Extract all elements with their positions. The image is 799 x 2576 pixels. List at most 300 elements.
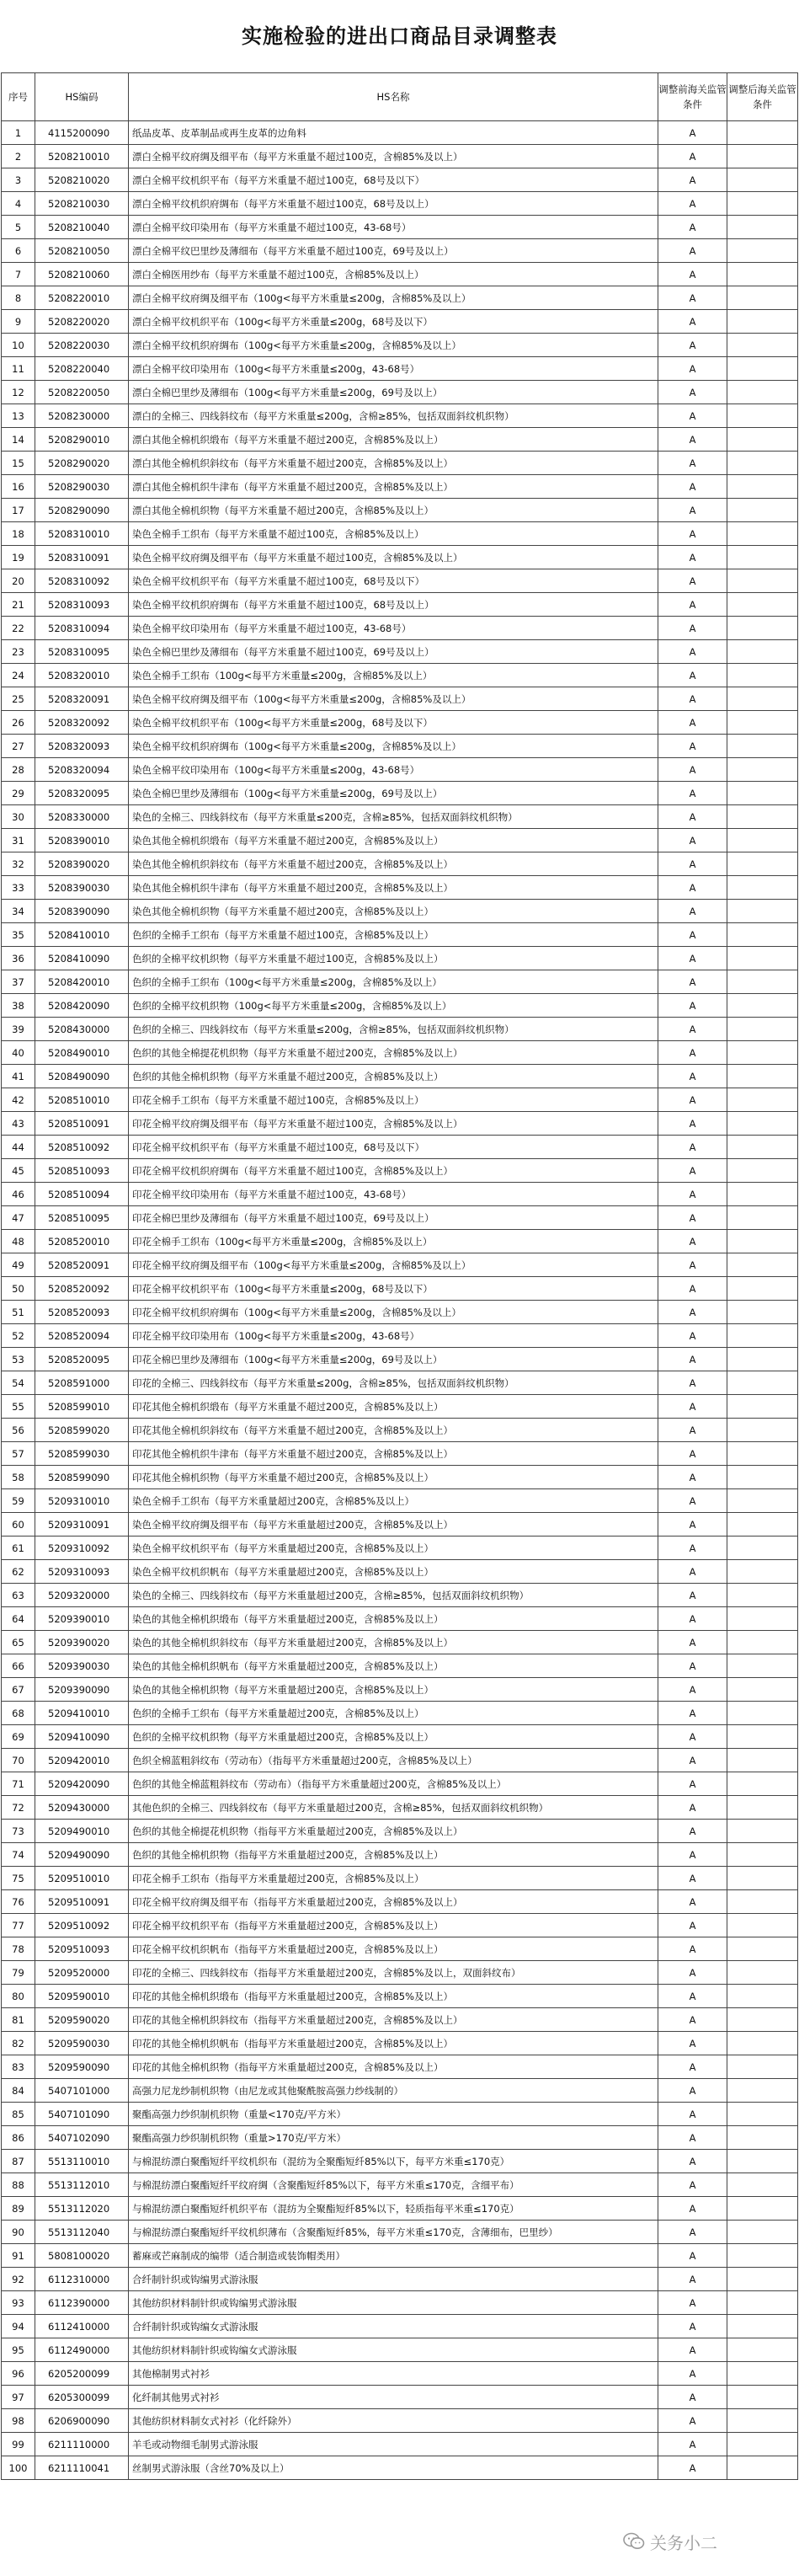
row-before-condition: A xyxy=(658,357,727,381)
row-before-condition: A xyxy=(658,569,727,593)
row-hs-name: 漂白全棉平纹机织府绸布（每平方米重量不超过100克，68号及以上） xyxy=(129,192,658,216)
row-after-condition xyxy=(727,1159,798,1183)
row-hs-name: 染色全棉平纹机织平布（每平方米重量不超过100克，68号及以下） xyxy=(129,569,658,593)
row-after-condition xyxy=(727,1584,798,1607)
row-after-condition xyxy=(727,2079,798,2103)
row-hs-code: 5208490090 xyxy=(35,1065,129,1088)
table-row xyxy=(2,522,798,546)
row-hs-name: 染色全棉巴里纱及薄细布（100g<每平方米重量≤200g，69号及以上） xyxy=(129,782,658,805)
row-seq: 88 xyxy=(2,2173,35,2197)
table-row xyxy=(2,2315,798,2338)
table-row xyxy=(2,1631,798,1654)
row-after-condition xyxy=(727,994,798,1018)
row-seq: 27 xyxy=(2,735,35,758)
table-row xyxy=(2,1301,798,1324)
row-before-condition: A xyxy=(658,970,727,994)
row-hs-code: 5208510094 xyxy=(35,1183,129,1206)
table-row xyxy=(2,546,798,569)
row-before-condition: A xyxy=(658,593,727,617)
row-hs-code: 5208320093 xyxy=(35,735,129,758)
row-hs-code: 5208310010 xyxy=(35,522,129,546)
row-after-condition xyxy=(727,2197,798,2221)
table-row xyxy=(2,2244,798,2268)
table-row xyxy=(2,452,798,475)
row-hs-name: 印花全棉巴里纱及薄细布（100g<每平方米重量≤200g，69号及以上） xyxy=(129,1348,658,1371)
table-row xyxy=(2,1749,798,1772)
row-seq: 33 xyxy=(2,876,35,900)
row-seq: 16 xyxy=(2,475,35,499)
row-seq: 44 xyxy=(2,1136,35,1159)
table-row xyxy=(2,1206,798,1230)
row-hs-name: 染色全棉巴里纱及薄细布（每平方米重量不超过100克，69号及以上） xyxy=(129,640,658,664)
row-before-condition: A xyxy=(658,805,727,829)
row-hs-code: 5209390030 xyxy=(35,1654,129,1678)
row-after-condition xyxy=(727,2055,798,2079)
row-before-condition: A xyxy=(658,947,727,970)
row-hs-name: 印花全棉平纹机织平布（100g<每平方米重量≤200g，68号及以下） xyxy=(129,1277,658,1301)
row-before-condition: A xyxy=(658,1018,727,1041)
row-seq: 1 xyxy=(2,121,35,145)
row-seq: 41 xyxy=(2,1065,35,1088)
table-row xyxy=(2,1489,798,1513)
table-row xyxy=(2,2032,798,2055)
row-seq: 74 xyxy=(2,1843,35,1867)
table-row xyxy=(2,2221,798,2244)
row-hs-name: 染色全棉平纹府绸及细平布（100g<每平方米重量≤200g，含棉85%及以上） xyxy=(129,687,658,711)
row-hs-code: 5208591000 xyxy=(35,1371,129,1395)
row-seq: 76 xyxy=(2,1890,35,1914)
row-before-condition: A xyxy=(658,2221,727,2244)
row-hs-code: 5209510010 xyxy=(35,1867,129,1890)
table-row xyxy=(2,758,798,782)
row-hs-name: 漂白全棉平纹巴里纱及薄细布（每平方米重量不超过100克，69号及以上） xyxy=(129,239,658,263)
row-before-condition: A xyxy=(658,1088,727,1112)
row-after-condition xyxy=(727,286,798,310)
table-header-row xyxy=(2,73,798,121)
table-row xyxy=(2,216,798,239)
row-before-condition: A xyxy=(658,499,727,522)
row-seq: 8 xyxy=(2,286,35,310)
row-seq: 42 xyxy=(2,1088,35,1112)
row-hs-name: 染色全棉手工织布（每平方米重量超过200克，含棉85%及以上） xyxy=(129,1489,658,1513)
row-hs-code: 6205200099 xyxy=(35,2362,129,2386)
row-before-condition: A xyxy=(658,876,727,900)
row-seq: 77 xyxy=(2,1914,35,1937)
row-hs-code: 5208599030 xyxy=(35,1442,129,1466)
row-after-condition xyxy=(727,546,798,569)
row-after-condition xyxy=(727,2291,798,2315)
row-hs-name: 印花全棉平纹机织府绸布（每平方米重量不超过100克，含棉85%及以上） xyxy=(129,1159,658,1183)
row-before-condition: A xyxy=(658,1961,727,1985)
row-seq: 23 xyxy=(2,640,35,664)
row-hs-code: 5209510093 xyxy=(35,1937,129,1961)
row-hs-code: 5209310091 xyxy=(35,1513,129,1537)
row-hs-name: 合纤制针织或钩编男式游泳服 xyxy=(129,2268,658,2291)
row-before-condition: A xyxy=(658,546,727,569)
row-after-condition xyxy=(727,1371,798,1395)
row-hs-name: 其他纺织材料制女式衬衫（化纤除外） xyxy=(129,2409,658,2433)
row-after-condition xyxy=(727,1607,798,1631)
row-hs-code: 6206900090 xyxy=(35,2409,129,2433)
row-hs-code: 5208230000 xyxy=(35,404,129,428)
row-seq: 62 xyxy=(2,1560,35,1584)
row-hs-code: 5208220030 xyxy=(35,334,129,357)
row-before-condition: A xyxy=(658,782,727,805)
row-hs-name: 聚酯高强力纱织制机织物（重量<170克/平方米） xyxy=(129,2103,658,2126)
row-hs-code: 5208599020 xyxy=(35,1419,129,1442)
row-seq: 73 xyxy=(2,1820,35,1843)
table-row xyxy=(2,499,798,522)
row-seq: 95 xyxy=(2,2338,35,2362)
row-hs-name: 其他纺织材料制针织或钩编男式游泳服 xyxy=(129,2291,658,2315)
row-seq: 83 xyxy=(2,2055,35,2079)
row-seq: 89 xyxy=(2,2197,35,2221)
table-row xyxy=(2,1867,798,1890)
row-hs-code: 5208520010 xyxy=(35,1230,129,1253)
row-after-condition xyxy=(727,1041,798,1065)
row-before-condition: A xyxy=(658,1183,727,1206)
row-hs-name: 色织的全棉平纹机织物（每平方米重量不超过100克，含棉85%及以上） xyxy=(129,947,658,970)
row-after-condition xyxy=(727,475,798,499)
row-seq: 52 xyxy=(2,1324,35,1348)
row-seq: 63 xyxy=(2,1584,35,1607)
row-before-condition: A xyxy=(658,1843,727,1867)
table-row xyxy=(2,1607,798,1631)
table-row xyxy=(2,2173,798,2197)
row-hs-code: 6112490000 xyxy=(35,2338,129,2362)
row-before-condition: A xyxy=(658,2386,727,2409)
row-hs-code: 5208220010 xyxy=(35,286,129,310)
row-before-condition: A xyxy=(658,2055,727,2079)
row-before-condition: A xyxy=(658,1631,727,1654)
row-hs-code: 5209320000 xyxy=(35,1584,129,1607)
table-row xyxy=(2,900,798,923)
row-seq: 24 xyxy=(2,664,35,687)
row-before-condition: A xyxy=(658,2291,727,2315)
row-hs-code: 5208390090 xyxy=(35,900,129,923)
row-after-condition xyxy=(727,263,798,286)
row-seq: 43 xyxy=(2,1112,35,1136)
watermark-text: 关务小二 xyxy=(650,2532,717,2553)
table-row xyxy=(2,829,798,852)
row-hs-name: 染色全棉手工织布（每平方米重量不超过100克，含棉85%及以上） xyxy=(129,522,658,546)
row-after-condition xyxy=(727,2386,798,2409)
row-before-condition: A xyxy=(658,1890,727,1914)
table-row xyxy=(2,1725,798,1749)
row-hs-name: 色织的全棉平纹机织物（100g<每平方米重量≤200g，含棉85%及以上） xyxy=(129,994,658,1018)
row-seq: 82 xyxy=(2,2032,35,2055)
row-before-condition: A xyxy=(658,404,727,428)
row-after-condition xyxy=(727,428,798,452)
row-hs-name: 染色全棉平纹印染用布（100g<每平方米重量≤200g，43-68号） xyxy=(129,758,658,782)
row-after-condition xyxy=(727,1796,798,1820)
row-seq: 98 xyxy=(2,2409,35,2433)
row-hs-name: 印花的其他全棉机织物（指每平方米重量超过200克，含棉85%及以上） xyxy=(129,2055,658,2079)
row-hs-code: 5209490090 xyxy=(35,1843,129,1867)
row-before-condition: A xyxy=(658,2362,727,2386)
row-hs-name: 漂白全棉平纹印染用布（每平方米重量不超过100克，43-68号） xyxy=(129,216,658,239)
table-row xyxy=(2,569,798,593)
row-hs-name: 染色的全棉三、四线斜纹布（每平方米重量≤200克，含棉≥85%，包括双面斜纹机织物） xyxy=(129,805,658,829)
row-hs-code: 5208390010 xyxy=(35,829,129,852)
row-hs-name: 色织的全棉三、四线斜纹布（每平方米重量≤200g，含棉≥85%，包括双面斜纹机织物） xyxy=(129,1018,658,1041)
row-after-condition xyxy=(727,2433,798,2456)
table-row xyxy=(2,1961,798,1985)
row-hs-name: 漂白全棉巴里纱及薄细布（100g<每平方米重量≤200g，69号及以上） xyxy=(129,381,658,404)
table-row xyxy=(2,735,798,758)
table-row xyxy=(2,1843,798,1867)
row-hs-name: 纸品皮革、皮革制品或再生皮革的边角料 xyxy=(129,121,658,145)
row-hs-name: 化纤制其他男式衬衫 xyxy=(129,2386,658,2409)
row-after-condition xyxy=(727,687,798,711)
row-hs-code: 5209420010 xyxy=(35,1749,129,1772)
row-hs-code: 5208330000 xyxy=(35,805,129,829)
row-after-condition xyxy=(727,1065,798,1088)
row-hs-code: 5208220020 xyxy=(35,310,129,334)
row-before-condition: A xyxy=(658,852,727,876)
row-seq: 86 xyxy=(2,2126,35,2150)
table-row xyxy=(2,923,798,947)
table-row xyxy=(2,1702,798,1725)
row-hs-code: 5208420010 xyxy=(35,970,129,994)
row-hs-name: 染色的其他全棉机织斜纹布（每平方米重量超过200克，含棉85%及以上） xyxy=(129,1631,658,1654)
row-hs-code: 5208390030 xyxy=(35,876,129,900)
row-seq: 67 xyxy=(2,1678,35,1702)
row-after-condition xyxy=(727,2244,798,2268)
table-row xyxy=(2,192,798,216)
row-hs-name: 色织的其他全棉提花机织物（每平方米重量不超过200克，含棉85%及以上） xyxy=(129,1041,658,1065)
row-after-condition xyxy=(727,334,798,357)
row-seq: 46 xyxy=(2,1183,35,1206)
row-before-condition: A xyxy=(658,1654,727,1678)
table-row xyxy=(2,1796,798,1820)
row-after-condition xyxy=(727,758,798,782)
row-before-condition: A xyxy=(658,475,727,499)
row-after-condition xyxy=(727,640,798,664)
row-before-condition: A xyxy=(658,1253,727,1277)
row-hs-name: 聚酯高强力纱织制机织物（重量>170克/平方米） xyxy=(129,2126,658,2150)
table-row xyxy=(2,1183,798,1206)
row-seq: 14 xyxy=(2,428,35,452)
row-hs-name: 漂白其他全棉机织缎布（每平方米重量不超过200克，含棉85%及以上） xyxy=(129,428,658,452)
row-before-condition: A xyxy=(658,829,727,852)
row-after-condition xyxy=(727,1749,798,1772)
row-seq: 66 xyxy=(2,1654,35,1678)
row-hs-code: 5209390020 xyxy=(35,1631,129,1654)
row-before-condition: A xyxy=(658,1678,727,1702)
row-hs-name: 印花的其他全棉机织斜纹布（指每平方米重量超过200克，含棉85%及以上） xyxy=(129,2008,658,2032)
row-seq: 19 xyxy=(2,546,35,569)
row-after-condition xyxy=(727,1772,798,1796)
row-after-condition xyxy=(727,522,798,546)
row-before-condition: A xyxy=(658,1065,727,1088)
table-row xyxy=(2,2291,798,2315)
row-hs-code: 5208520092 xyxy=(35,1277,129,1301)
row-hs-name: 与棉混纺漂白聚酯短纤机织平布（混纺为全聚酯短纤85%以下，轻质指每平米重≤170克） xyxy=(129,2197,658,2221)
row-before-condition: A xyxy=(658,239,727,263)
row-seq: 60 xyxy=(2,1513,35,1537)
row-seq: 68 xyxy=(2,1702,35,1725)
row-hs-code: 5208220040 xyxy=(35,357,129,381)
row-before-condition: A xyxy=(658,1206,727,1230)
row-seq: 55 xyxy=(2,1395,35,1419)
row-seq: 53 xyxy=(2,1348,35,1371)
row-after-condition xyxy=(727,617,798,640)
row-seq: 34 xyxy=(2,900,35,923)
row-before-condition: A xyxy=(658,2197,727,2221)
row-hs-code: 5208310094 xyxy=(35,617,129,640)
row-hs-code: 5808100020 xyxy=(35,2244,129,2268)
row-hs-code: 5209390090 xyxy=(35,1678,129,1702)
row-before-condition: A xyxy=(658,2409,727,2433)
table-row xyxy=(2,310,798,334)
row-after-condition xyxy=(727,2268,798,2291)
row-after-condition xyxy=(727,357,798,381)
table-row xyxy=(2,617,798,640)
row-before-condition: A xyxy=(658,1371,727,1395)
row-hs-name: 印花其他全棉机织斜纹布（每平方米重量不超过200克，含棉85%及以上） xyxy=(129,1419,658,1442)
row-after-condition xyxy=(727,1112,798,1136)
row-hs-code: 5208410090 xyxy=(35,947,129,970)
row-after-condition xyxy=(727,1395,798,1419)
row-after-condition xyxy=(727,735,798,758)
row-hs-code: 5208490010 xyxy=(35,1041,129,1065)
row-hs-code: 5208310091 xyxy=(35,546,129,569)
row-seq: 54 xyxy=(2,1371,35,1395)
row-before-condition: A xyxy=(658,1985,727,2008)
row-after-condition xyxy=(727,923,798,947)
row-hs-code: 5208210040 xyxy=(35,216,129,239)
row-hs-code: 6112310000 xyxy=(35,2268,129,2291)
row-after-condition xyxy=(727,1985,798,2008)
row-hs-name: 染色全棉平纹机织府绸布（每平方米重量不超过100克，68号及以上） xyxy=(129,593,658,617)
row-hs-code: 5208320095 xyxy=(35,782,129,805)
row-hs-name: 印花全棉平纹印染用布（每平方米重量不超过100克，43-68号） xyxy=(129,1183,658,1206)
table-row xyxy=(2,286,798,310)
table-row xyxy=(2,1088,798,1112)
row-hs-name: 印花的全棉三、四线斜纹布（指每平方米重量超过200克，含棉85%及以上，双面斜纹布） xyxy=(129,1961,658,1985)
table-row xyxy=(2,1136,798,1159)
row-hs-name: 印花全棉手工织布（指每平方米重量超过200克，含棉85%及以上） xyxy=(129,1867,658,1890)
table-row xyxy=(2,640,798,664)
row-before-condition: A xyxy=(658,640,727,664)
row-after-condition xyxy=(727,192,798,216)
row-before-condition: A xyxy=(658,2103,727,2126)
row-hs-code: 5513110010 xyxy=(35,2150,129,2173)
row-before-condition: A xyxy=(658,2079,727,2103)
row-seq: 38 xyxy=(2,994,35,1018)
row-hs-code: 5208220050 xyxy=(35,381,129,404)
table-row xyxy=(2,1890,798,1914)
row-hs-name: 高强力尼龙纱制机织物（由尼龙或其他聚酰胺高强力纱线制的） xyxy=(129,2079,658,2103)
row-after-condition xyxy=(727,2173,798,2197)
row-before-condition: A xyxy=(658,664,727,687)
row-before-condition: A xyxy=(658,2032,727,2055)
row-seq: 47 xyxy=(2,1206,35,1230)
table-row xyxy=(2,876,798,900)
row-after-condition xyxy=(727,216,798,239)
header-hs-code: HS编码 xyxy=(35,73,129,121)
row-hs-name: 其他棉制男式衬衫 xyxy=(129,2362,658,2386)
row-seq: 29 xyxy=(2,782,35,805)
row-hs-name: 色织的全棉手工织布（每平方米重量超过200克，含棉85%及以上） xyxy=(129,1702,658,1725)
row-seq: 5 xyxy=(2,216,35,239)
row-hs-name: 染色其他全棉机织缎布（每平方米重量不超过200克，含棉85%及以上） xyxy=(129,829,658,852)
row-hs-name: 印花全棉巴里纱及薄细布（每平方米重量不超过100克，69号及以上） xyxy=(129,1206,658,1230)
row-seq: 81 xyxy=(2,2008,35,2032)
row-seq: 26 xyxy=(2,711,35,735)
row-hs-name: 染色全棉平纹印染用布（每平方米重量不超过100克，43-68号） xyxy=(129,617,658,640)
row-after-condition xyxy=(727,2409,798,2433)
row-hs-name: 漂白全棉平纹印染用布（100g<每平方米重量≤200g，43-68号） xyxy=(129,357,658,381)
row-after-condition xyxy=(727,1136,798,1159)
row-before-condition: A xyxy=(658,334,727,357)
row-hs-name: 印花全棉平纹府绸及细平布（指每平方米重量超过200克，含棉85%及以上） xyxy=(129,1890,658,1914)
row-seq: 92 xyxy=(2,2268,35,2291)
row-seq: 18 xyxy=(2,522,35,546)
row-hs-code: 5208290020 xyxy=(35,452,129,475)
row-seq: 59 xyxy=(2,1489,35,1513)
row-before-condition: A xyxy=(658,1348,727,1371)
header-seq: 序号 xyxy=(2,73,35,121)
row-hs-code: 5513112040 xyxy=(35,2221,129,2244)
table-row xyxy=(2,994,798,1018)
row-before-condition: A xyxy=(658,1159,727,1183)
row-hs-code: 5407101090 xyxy=(35,2103,129,2126)
table-row xyxy=(2,2055,798,2079)
table-row xyxy=(2,1065,798,1088)
wechat-icon xyxy=(623,2532,645,2551)
row-after-condition xyxy=(727,593,798,617)
row-after-condition xyxy=(727,970,798,994)
row-after-condition xyxy=(727,805,798,829)
row-seq: 94 xyxy=(2,2315,35,2338)
row-after-condition xyxy=(727,1820,798,1843)
row-hs-code: 5208520093 xyxy=(35,1301,129,1324)
row-after-condition xyxy=(727,121,798,145)
row-before-condition: A xyxy=(658,1725,727,1749)
table-row xyxy=(2,970,798,994)
row-hs-name: 染色全棉平纹机织平布（100g<每平方米重量≤200g，68号及以下） xyxy=(129,711,658,735)
row-after-condition xyxy=(727,2032,798,2055)
row-after-condition xyxy=(727,2150,798,2173)
row-hs-code: 5209590020 xyxy=(35,2008,129,2032)
row-hs-name: 染色的全棉三、四线斜纹布（每平方米重量超过200克，含棉≥85%，包括双面斜纹机织物） xyxy=(129,1584,658,1607)
row-hs-code: 5208420090 xyxy=(35,994,129,1018)
row-hs-name: 印花全棉手工织布（每平方米重量不超过100克，含棉85%及以上） xyxy=(129,1088,658,1112)
table-row xyxy=(2,1018,798,1041)
header-after-condition: 调整后海关监管条件 xyxy=(727,73,798,121)
row-hs-code: 5208290030 xyxy=(35,475,129,499)
row-after-condition xyxy=(727,711,798,735)
row-hs-name: 色织的其他全棉蓝粗斜纹布（劳动布）（指每平方米重量超过200克，含棉85%及以上） xyxy=(129,1772,658,1796)
table-row xyxy=(2,1371,798,1395)
row-after-condition xyxy=(727,1654,798,1678)
row-after-condition xyxy=(727,1867,798,1890)
row-after-condition xyxy=(727,1890,798,1914)
row-hs-code: 5208290090 xyxy=(35,499,129,522)
row-after-condition xyxy=(727,1678,798,1702)
row-seq: 2 xyxy=(2,145,35,168)
row-before-condition: A xyxy=(658,900,727,923)
table-row xyxy=(2,1678,798,1702)
row-hs-code: 5208520095 xyxy=(35,1348,129,1371)
row-hs-name: 漂白全棉平纹府绸及细平布（100g<每平方米重量≤200g，含棉85%及以上） xyxy=(129,286,658,310)
row-seq: 79 xyxy=(2,1961,35,1985)
row-hs-name: 漂白全棉平纹府绸及细平布（每平方米重量不超过100克，含棉85%及以上） xyxy=(129,145,658,168)
row-hs-code: 5209590030 xyxy=(35,2032,129,2055)
row-hs-code: 5209390010 xyxy=(35,1607,129,1631)
